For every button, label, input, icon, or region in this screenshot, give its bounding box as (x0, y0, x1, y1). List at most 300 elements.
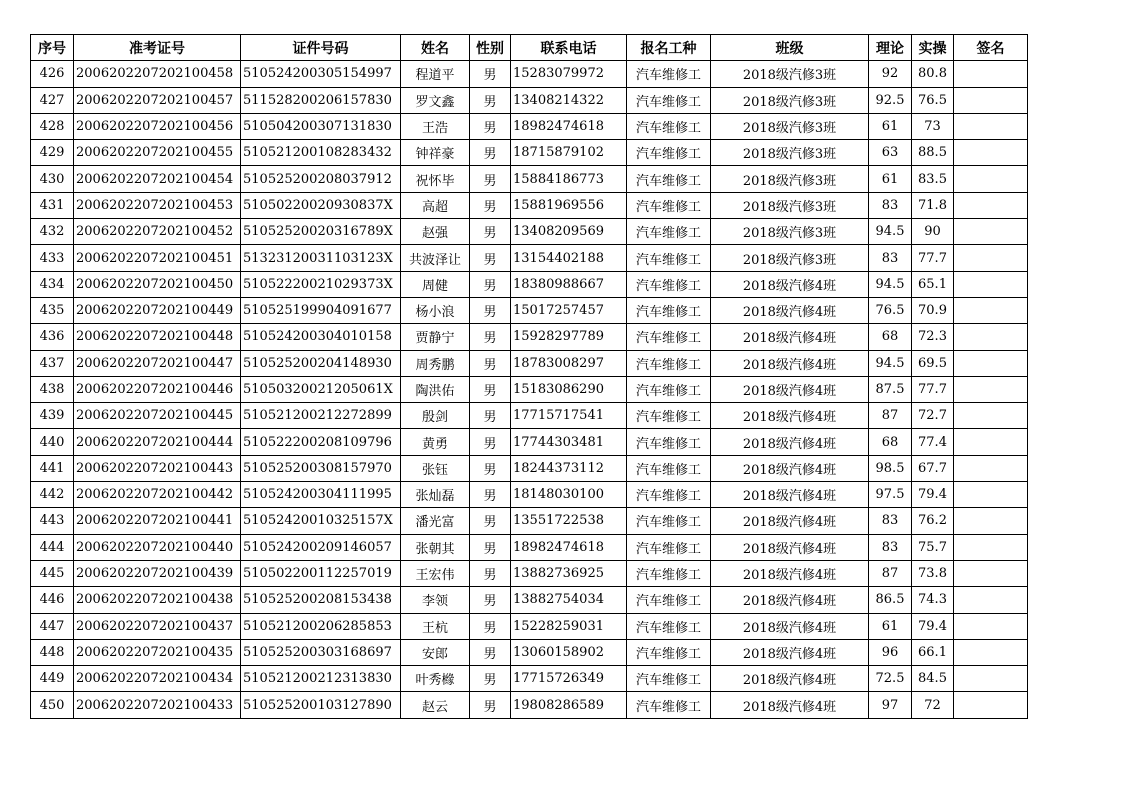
cell-trade: 汽车维修工 (627, 403, 711, 429)
header-class: 班级 (711, 35, 869, 61)
cell-seq: 443 (31, 508, 74, 534)
cell-trade: 汽车维修工 (627, 113, 711, 139)
cell-gender: 男 (470, 166, 511, 192)
cell-id-no: 51052220021029373X (241, 271, 401, 297)
cell-class: 2018级汽修4班 (711, 587, 869, 613)
cell-signature (954, 376, 1028, 402)
cell-trade: 汽车维修工 (627, 692, 711, 718)
cell-gender: 男 (470, 192, 511, 218)
cell-class: 2018级汽修4班 (711, 508, 869, 534)
cell-theory: 96 (869, 639, 912, 665)
cell-class: 2018级汽修4班 (711, 613, 869, 639)
cell-signature (954, 429, 1028, 455)
table-row (31, 639, 1028, 665)
cell-theory: 63 (869, 140, 912, 166)
cell-gender: 男 (470, 350, 511, 376)
cell-name: 陶洪佑 (401, 376, 470, 402)
cell-signature (954, 482, 1028, 508)
cell-name: 赵强 (401, 219, 470, 245)
cell-gender: 男 (470, 113, 511, 139)
cell-class: 2018级汽修3班 (711, 166, 869, 192)
cell-exam-no: 2006202207202100452 (74, 219, 241, 245)
cell-seq: 427 (31, 87, 74, 113)
cell-signature (954, 403, 1028, 429)
cell-class: 2018级汽修3班 (711, 61, 869, 87)
cell-id-no: 510525200208153438 (241, 587, 401, 613)
table-row (31, 192, 1028, 218)
cell-signature (954, 219, 1028, 245)
cell-practice: 77.7 (912, 245, 954, 271)
cell-theory: 98.5 (869, 455, 912, 481)
cell-name: 王杭 (401, 613, 470, 639)
table-row (31, 297, 1028, 323)
cell-gender: 男 (470, 508, 511, 534)
cell-practice: 75.7 (912, 534, 954, 560)
cell-theory: 76.5 (869, 297, 912, 323)
table-row (31, 166, 1028, 192)
cell-name: 潘光富 (401, 508, 470, 534)
cell-practice: 84.5 (912, 666, 954, 692)
cell-trade: 汽车维修工 (627, 455, 711, 481)
cell-phone: 13882754034 (511, 587, 627, 613)
cell-phone: 18715879102 (511, 140, 627, 166)
cell-signature (954, 192, 1028, 218)
table-row (31, 692, 1028, 718)
cell-seq: 444 (31, 534, 74, 560)
cell-trade: 汽车维修工 (627, 429, 711, 455)
header-signature: 签名 (954, 35, 1028, 61)
cell-gender: 男 (470, 613, 511, 639)
cell-name: 殷剑 (401, 403, 470, 429)
cell-exam-no: 2006202207202100455 (74, 140, 241, 166)
cell-trade: 汽车维修工 (627, 192, 711, 218)
cell-practice: 71.8 (912, 192, 954, 218)
cell-id-no: 510525200204148930 (241, 350, 401, 376)
cell-practice: 90 (912, 219, 954, 245)
table-row (31, 219, 1028, 245)
cell-signature (954, 350, 1028, 376)
cell-exam-no: 2006202207202100444 (74, 429, 241, 455)
cell-theory: 92.5 (869, 87, 912, 113)
cell-name: 李领 (401, 587, 470, 613)
cell-id-no: 51323120031103123X (241, 245, 401, 271)
cell-gender: 男 (470, 297, 511, 323)
cell-seq: 435 (31, 297, 74, 323)
cell-signature (954, 455, 1028, 481)
cell-name: 黄勇 (401, 429, 470, 455)
cell-exam-no: 2006202207202100440 (74, 534, 241, 560)
cell-seq: 438 (31, 376, 74, 402)
cell-id-no: 510525200103127890 (241, 692, 401, 718)
cell-seq: 449 (31, 666, 74, 692)
cell-practice: 76.2 (912, 508, 954, 534)
cell-class: 2018级汽修3班 (711, 219, 869, 245)
cell-seq: 426 (31, 61, 74, 87)
cell-trade: 汽车维修工 (627, 666, 711, 692)
cell-signature (954, 560, 1028, 586)
cell-practice: 76.5 (912, 87, 954, 113)
cell-practice: 73 (912, 113, 954, 139)
cell-id-no: 510522200208109796 (241, 429, 401, 455)
table-row (31, 350, 1028, 376)
cell-seq: 437 (31, 350, 74, 376)
cell-signature (954, 271, 1028, 297)
cell-seq: 447 (31, 613, 74, 639)
cell-practice: 66.1 (912, 639, 954, 665)
cell-id-no: 510521200206285853 (241, 613, 401, 639)
cell-practice: 72.3 (912, 324, 954, 350)
cell-name: 祝怀毕 (401, 166, 470, 192)
cell-trade: 汽车维修工 (627, 350, 711, 376)
header-gender: 性别 (470, 35, 511, 61)
cell-phone: 15928297789 (511, 324, 627, 350)
table-row (31, 508, 1028, 534)
cell-id-no: 510525200208037912 (241, 166, 401, 192)
cell-gender: 男 (470, 534, 511, 560)
cell-practice: 67.7 (912, 455, 954, 481)
cell-seq: 442 (31, 482, 74, 508)
cell-trade: 汽车维修工 (627, 61, 711, 87)
cell-theory: 68 (869, 429, 912, 455)
cell-name: 张灿磊 (401, 482, 470, 508)
cell-class: 2018级汽修4班 (711, 666, 869, 692)
cell-id-no: 510521200212313830 (241, 666, 401, 692)
cell-theory: 72.5 (869, 666, 912, 692)
cell-exam-no: 2006202207202100458 (74, 61, 241, 87)
cell-signature (954, 324, 1028, 350)
cell-theory: 87.5 (869, 376, 912, 402)
cell-signature (954, 587, 1028, 613)
cell-class: 2018级汽修4班 (711, 297, 869, 323)
cell-id-no: 510525200303168697 (241, 639, 401, 665)
cell-seq: 436 (31, 324, 74, 350)
cell-theory: 83 (869, 192, 912, 218)
exam-roster-table (30, 34, 1028, 719)
roster-body (31, 61, 1028, 718)
cell-exam-no: 2006202207202100443 (74, 455, 241, 481)
cell-class: 2018级汽修4班 (711, 639, 869, 665)
header-practice: 实操 (912, 35, 954, 61)
cell-trade: 汽车维修工 (627, 324, 711, 350)
cell-phone: 15881969556 (511, 192, 627, 218)
cell-class: 2018级汽修4班 (711, 271, 869, 297)
cell-exam-no: 2006202207202100454 (74, 166, 241, 192)
cell-phone: 15884186773 (511, 166, 627, 192)
cell-trade: 汽车维修工 (627, 87, 711, 113)
table-row (31, 61, 1028, 87)
cell-phone: 18148030100 (511, 482, 627, 508)
cell-seq: 433 (31, 245, 74, 271)
cell-theory: 83 (869, 534, 912, 560)
table-row (31, 324, 1028, 350)
cell-trade: 汽车维修工 (627, 639, 711, 665)
header-row (31, 35, 1028, 61)
cell-name: 钟祥豪 (401, 140, 470, 166)
cell-practice: 69.5 (912, 350, 954, 376)
cell-name: 安郎 (401, 639, 470, 665)
cell-phone: 19808286589 (511, 692, 627, 718)
cell-practice: 73.8 (912, 560, 954, 586)
table-row (31, 666, 1028, 692)
cell-phone: 18244373112 (511, 455, 627, 481)
cell-phone: 13060158902 (511, 639, 627, 665)
cell-exam-no: 2006202207202100457 (74, 87, 241, 113)
cell-seq: 430 (31, 166, 74, 192)
cell-theory: 61 (869, 613, 912, 639)
cell-class: 2018级汽修3班 (711, 113, 869, 139)
cell-theory: 83 (869, 508, 912, 534)
cell-gender: 男 (470, 403, 511, 429)
cell-gender: 男 (470, 271, 511, 297)
cell-id-no: 510502200112257019 (241, 560, 401, 586)
cell-phone: 15017257457 (511, 297, 627, 323)
cell-id-no: 510521200108283432 (241, 140, 401, 166)
cell-name: 共波泽让 (401, 245, 470, 271)
cell-name: 周健 (401, 271, 470, 297)
cell-id-no: 51050320021205061X (241, 376, 401, 402)
cell-theory: 92 (869, 61, 912, 87)
cell-class: 2018级汽修3班 (711, 140, 869, 166)
table-row (31, 113, 1028, 139)
cell-name: 赵云 (401, 692, 470, 718)
cell-gender: 男 (470, 140, 511, 166)
cell-class: 2018级汽修4班 (711, 692, 869, 718)
cell-theory: 83 (869, 245, 912, 271)
cell-class: 2018级汽修3班 (711, 245, 869, 271)
cell-class: 2018级汽修4班 (711, 376, 869, 402)
cell-gender: 男 (470, 587, 511, 613)
cell-name: 高超 (401, 192, 470, 218)
cell-trade: 汽车维修工 (627, 376, 711, 402)
cell-name: 罗文鑫 (401, 87, 470, 113)
cell-exam-no: 2006202207202100448 (74, 324, 241, 350)
cell-trade: 汽车维修工 (627, 482, 711, 508)
cell-id-no: 51052420010325157X (241, 508, 401, 534)
table-row (31, 245, 1028, 271)
cell-practice: 77.7 (912, 376, 954, 402)
cell-practice: 79.4 (912, 613, 954, 639)
cell-theory: 94.5 (869, 271, 912, 297)
cell-signature (954, 639, 1028, 665)
cell-name: 张朝其 (401, 534, 470, 560)
header-theory: 理论 (869, 35, 912, 61)
cell-name: 程道平 (401, 61, 470, 87)
cell-signature (954, 692, 1028, 718)
cell-name: 张钰 (401, 455, 470, 481)
cell-gender: 男 (470, 219, 511, 245)
cell-phone: 18982474618 (511, 534, 627, 560)
cell-theory: 87 (869, 403, 912, 429)
cell-exam-no: 2006202207202100449 (74, 297, 241, 323)
header-trade: 报名工种 (627, 35, 711, 61)
cell-trade: 汽车维修工 (627, 534, 711, 560)
cell-class: 2018级汽修4班 (711, 350, 869, 376)
cell-seq: 432 (31, 219, 74, 245)
cell-class: 2018级汽修4班 (711, 455, 869, 481)
header-id-no: 证件号码 (241, 35, 401, 61)
cell-theory: 87 (869, 560, 912, 586)
cell-gender: 男 (470, 61, 511, 87)
header-name: 姓名 (401, 35, 470, 61)
cell-theory: 86.5 (869, 587, 912, 613)
header-phone: 联系电话 (511, 35, 627, 61)
cell-gender: 男 (470, 482, 511, 508)
cell-signature (954, 61, 1028, 87)
cell-phone: 13882736925 (511, 560, 627, 586)
cell-phone: 13408209569 (511, 219, 627, 245)
cell-exam-no: 2006202207202100456 (74, 113, 241, 139)
cell-phone: 18982474618 (511, 113, 627, 139)
cell-signature (954, 613, 1028, 639)
cell-seq: 450 (31, 692, 74, 718)
cell-gender: 男 (470, 324, 511, 350)
cell-class: 2018级汽修4班 (711, 560, 869, 586)
cell-gender: 男 (470, 87, 511, 113)
cell-signature (954, 297, 1028, 323)
cell-exam-no: 2006202207202100437 (74, 613, 241, 639)
cell-exam-no: 2006202207202100446 (74, 376, 241, 402)
cell-phone: 13154402188 (511, 245, 627, 271)
cell-id-no: 510524200304010158 (241, 324, 401, 350)
cell-id-no: 510524200305154997 (241, 61, 401, 87)
cell-seq: 428 (31, 113, 74, 139)
cell-class: 2018级汽修4班 (711, 482, 869, 508)
cell-practice: 74.3 (912, 587, 954, 613)
cell-phone: 13551722538 (511, 508, 627, 534)
header-seq: 序号 (31, 35, 74, 61)
cell-exam-no: 2006202207202100435 (74, 639, 241, 665)
cell-gender: 男 (470, 666, 511, 692)
cell-gender: 男 (470, 692, 511, 718)
cell-name: 周秀鹏 (401, 350, 470, 376)
header-exam-no: 准考证号 (74, 35, 241, 61)
cell-theory: 61 (869, 113, 912, 139)
cell-name: 王宏伟 (401, 560, 470, 586)
cell-name: 杨小浪 (401, 297, 470, 323)
cell-name: 叶秀橼 (401, 666, 470, 692)
cell-id-no: 510524200304111995 (241, 482, 401, 508)
table-row (31, 376, 1028, 402)
cell-name: 贾静宁 (401, 324, 470, 350)
table-row (31, 613, 1028, 639)
table-row (31, 87, 1028, 113)
cell-id-no: 511528200206157830 (241, 87, 401, 113)
cell-signature (954, 666, 1028, 692)
cell-practice: 80.8 (912, 61, 954, 87)
cell-theory: 94.5 (869, 350, 912, 376)
cell-id-no: 510521200212272899 (241, 403, 401, 429)
cell-phone: 15228259031 (511, 613, 627, 639)
cell-trade: 汽车维修工 (627, 219, 711, 245)
table-row (31, 403, 1028, 429)
cell-gender: 男 (470, 429, 511, 455)
cell-practice: 77.4 (912, 429, 954, 455)
cell-signature (954, 140, 1028, 166)
cell-exam-no: 2006202207202100447 (74, 350, 241, 376)
cell-trade: 汽车维修工 (627, 140, 711, 166)
cell-exam-no: 2006202207202100450 (74, 271, 241, 297)
cell-phone: 18380988667 (511, 271, 627, 297)
table-row (31, 140, 1028, 166)
cell-trade: 汽车维修工 (627, 508, 711, 534)
cell-practice: 65.1 (912, 271, 954, 297)
cell-class: 2018级汽修4班 (711, 324, 869, 350)
cell-phone: 13408214322 (511, 87, 627, 113)
cell-theory: 61 (869, 166, 912, 192)
cell-practice: 88.5 (912, 140, 954, 166)
table-row (31, 455, 1028, 481)
cell-exam-no: 2006202207202100442 (74, 482, 241, 508)
cell-theory: 97 (869, 692, 912, 718)
cell-gender: 男 (470, 376, 511, 402)
table-row (31, 482, 1028, 508)
cell-phone: 18783008297 (511, 350, 627, 376)
cell-phone: 15283079972 (511, 61, 627, 87)
cell-class: 2018级汽修4班 (711, 429, 869, 455)
cell-theory: 97.5 (869, 482, 912, 508)
cell-id-no: 510524200209146057 (241, 534, 401, 560)
cell-class: 2018级汽修4班 (711, 534, 869, 560)
cell-seq: 439 (31, 403, 74, 429)
table-row (31, 534, 1028, 560)
cell-signature (954, 508, 1028, 534)
cell-class: 2018级汽修4班 (711, 403, 869, 429)
cell-seq: 440 (31, 429, 74, 455)
cell-practice: 72.7 (912, 403, 954, 429)
cell-seq: 434 (31, 271, 74, 297)
cell-id-no: 510525199904091677 (241, 297, 401, 323)
cell-exam-no: 2006202207202100441 (74, 508, 241, 534)
cell-trade: 汽车维修工 (627, 245, 711, 271)
cell-phone: 17744303481 (511, 429, 627, 455)
cell-class: 2018级汽修3班 (711, 192, 869, 218)
cell-trade: 汽车维修工 (627, 297, 711, 323)
cell-exam-no: 2006202207202100438 (74, 587, 241, 613)
cell-theory: 68 (869, 324, 912, 350)
cell-name: 王浩 (401, 113, 470, 139)
cell-practice: 70.9 (912, 297, 954, 323)
cell-phone: 17715717541 (511, 403, 627, 429)
cell-trade: 汽车维修工 (627, 613, 711, 639)
cell-practice: 79.4 (912, 482, 954, 508)
cell-id-no: 51052520020316789X (241, 219, 401, 245)
cell-seq: 448 (31, 639, 74, 665)
cell-trade: 汽车维修工 (627, 271, 711, 297)
cell-exam-no: 2006202207202100453 (74, 192, 241, 218)
cell-exam-no: 2006202207202100445 (74, 403, 241, 429)
table-row (31, 271, 1028, 297)
cell-trade: 汽车维修工 (627, 587, 711, 613)
cell-signature (954, 87, 1028, 113)
cell-signature (954, 534, 1028, 560)
cell-seq: 429 (31, 140, 74, 166)
cell-signature (954, 245, 1028, 271)
table-row (31, 429, 1028, 455)
cell-gender: 男 (470, 245, 511, 271)
cell-theory: 94.5 (869, 219, 912, 245)
cell-phone: 15183086290 (511, 376, 627, 402)
cell-signature (954, 166, 1028, 192)
cell-gender: 男 (470, 560, 511, 586)
cell-trade: 汽车维修工 (627, 560, 711, 586)
cell-signature (954, 113, 1028, 139)
cell-exam-no: 2006202207202100451 (74, 245, 241, 271)
table-row (31, 560, 1028, 586)
cell-seq: 431 (31, 192, 74, 218)
cell-id-no: 510525200308157970 (241, 455, 401, 481)
cell-practice: 83.5 (912, 166, 954, 192)
cell-class: 2018级汽修3班 (711, 87, 869, 113)
